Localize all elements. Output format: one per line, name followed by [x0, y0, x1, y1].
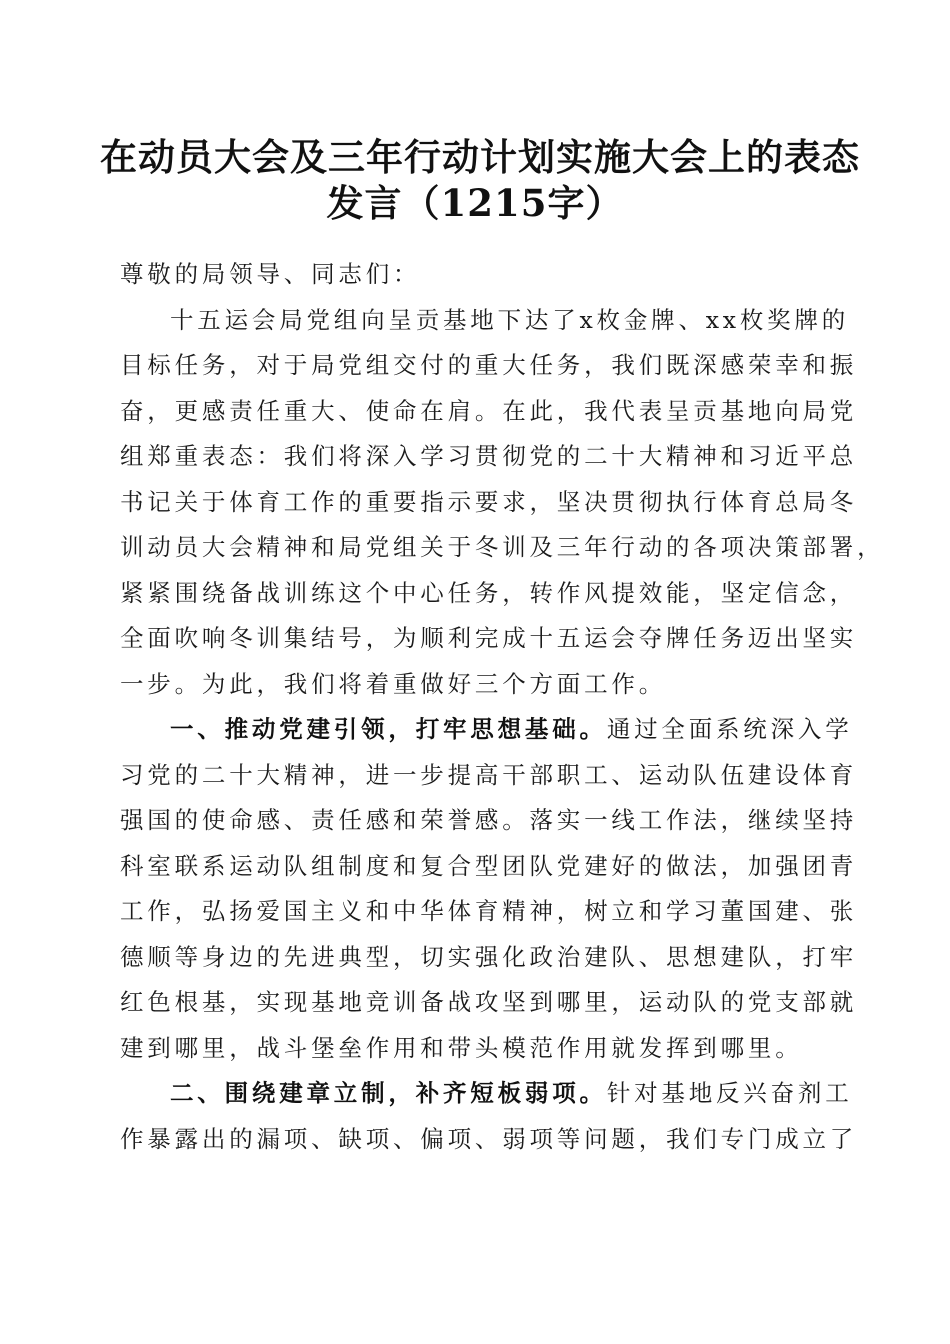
paragraph-line: 奋，更感责任重大、使命在肩。在此，我代表呈贡基地向局党 [120, 396, 858, 425]
title-line-2: 发言（1215字） [326, 181, 624, 225]
section-2-heading: 二、围绕建章立制，补齐短板弱项。 [170, 1079, 607, 1107]
salutation: 尊敬的局领导、同志们： [120, 260, 421, 288]
paragraph-line: 红色根基，实现基地竞训备战攻坚到哪里，运动队的党支部就 [120, 988, 858, 1016]
section-2 [120, 1071, 858, 1162]
paragraph-line: 十五运会局党组向呈贡基地下达了x枚金牌、xx枚奖牌的 [170, 305, 850, 334]
section-2-first-line-text: 针对基地反兴奋剂工 [606, 1079, 853, 1107]
paragraph-line: 习党的二十大精神，进一步提高干部职工、运动队伍建设体育 [120, 760, 858, 789]
paragraph-line: 建到哪里，战斗堡垒作用和带头模范作用就发挥到哪里。 [120, 1033, 803, 1062]
section-1-first-line [120, 707, 853, 753]
paragraph-line: 工作，弘扬爱国主义和中华体育精神，树立和学习董国建、张 [120, 897, 858, 925]
paragraph-intro [120, 298, 885, 708]
paragraph-line: 紧紧围绕备战训练这个中心任务，转作风提效能，坚定信念， [120, 578, 858, 607]
title-line-1: 在动员大会及三年行动计划实施大会上的表态 [100, 135, 860, 179]
section-1-first-line-text: 通过全面系统深入学 [606, 715, 853, 743]
paragraph-line: 强国的使命感、责任感和荣誉感。落实一线工作法，继续坚持 [120, 806, 858, 834]
paragraph-line: 书记关于体育工作的重要指示要求，坚决贯彻执行体育总局冬 [120, 487, 858, 516]
paragraph-line: 德顺等身边的先进典型，切实强化政治建队、思想建队，打牢 [120, 942, 858, 971]
paragraph-line: 科室联系运动队组制度和复合型团队党建好的做法，加强团青 [120, 851, 858, 880]
document-body [120, 252, 885, 1162]
paragraph-line: 目标任务，对于局党组交付的重大任务，我们既深感荣幸和振 [120, 351, 858, 379]
paragraph-line: 组郑重表态：我们将深入学习贯彻党的二十大精神和习近平总 [120, 442, 858, 470]
paragraph-line: 一步。为此，我们将着重做好三个方面工作。 [120, 669, 666, 698]
section-2-first-line [120, 1071, 853, 1117]
document-title [100, 134, 860, 226]
paragraph-line: 作暴露出的漏项、缺项、偏项、弱项等问题，我们专门成立了 [120, 1124, 858, 1153]
paragraph-line: 全面吹响冬训集结号，为顺利完成十五运会夺牌任务迈出坚实 [120, 624, 858, 652]
section-1-heading: 一、推动党建引领，打牢思想基础。 [170, 715, 607, 743]
paragraph-line: 训动员大会精神和局党组关于冬训及三年行动的各项决策部署， [120, 533, 885, 561]
section-1 [120, 707, 858, 1071]
